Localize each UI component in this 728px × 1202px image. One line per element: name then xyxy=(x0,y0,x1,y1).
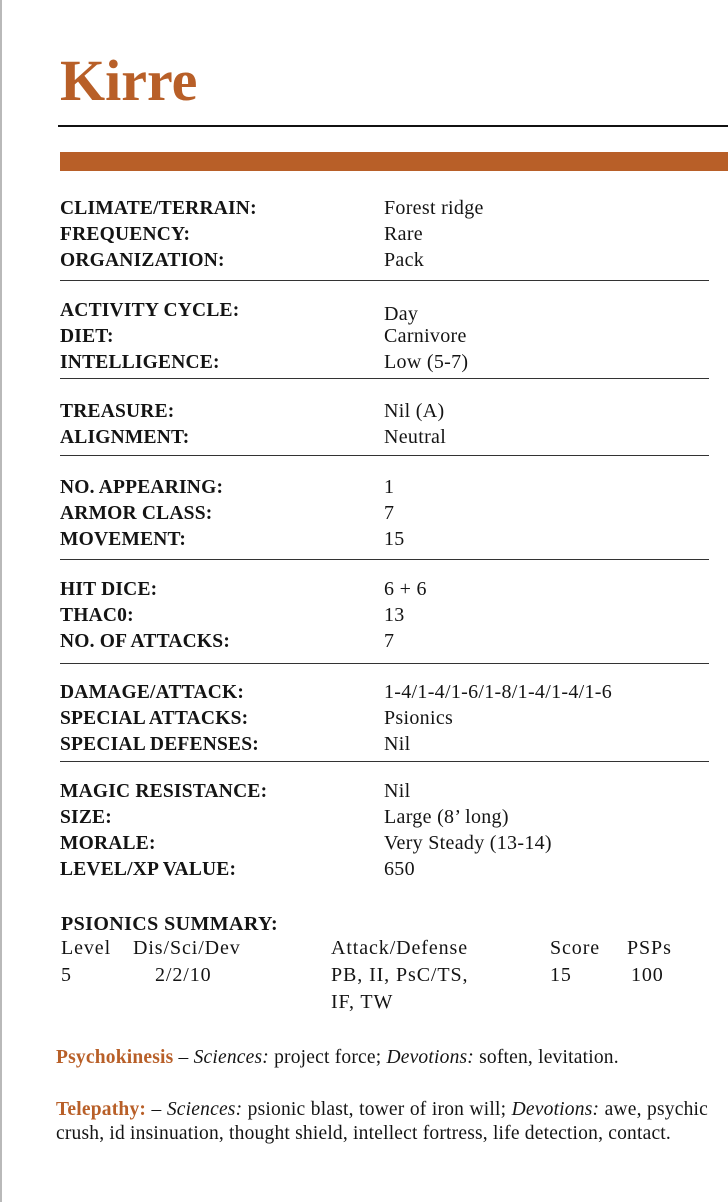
stat-row xyxy=(60,350,709,376)
stat-value: Nil xyxy=(384,733,411,755)
stat-label: LEVEL/XP VALUE: xyxy=(60,859,237,880)
stat-value: Rare xyxy=(384,223,423,245)
stat-label: HIT DICE: xyxy=(60,579,158,600)
stat-value: 13 xyxy=(384,604,405,626)
stat-row xyxy=(60,805,709,831)
stat-label: DIET: xyxy=(60,326,114,347)
psionics-value-attack-defense: PB, II, PsC/TS, xyxy=(331,964,469,986)
stat-row xyxy=(60,779,709,805)
stat-value: Low (5-7) xyxy=(384,351,469,373)
stat-group-treasure xyxy=(60,399,709,456)
title-rule xyxy=(58,125,728,127)
stat-row xyxy=(60,629,709,655)
stat-row xyxy=(60,857,709,883)
discipline-name: Telepathy: xyxy=(56,1099,147,1120)
psionics-value-dis-sci-dev: 2/2/10 xyxy=(155,964,212,986)
stat-row xyxy=(60,248,709,274)
stat-label: MAGIC RESISTANCE: xyxy=(60,781,268,802)
stat-value: 1 xyxy=(384,476,395,498)
stat-label: NO. APPEARING: xyxy=(60,477,224,498)
stat-row xyxy=(60,475,709,501)
psionics-header-attack-defense: Attack/Defense xyxy=(331,937,468,959)
stat-row xyxy=(60,732,709,758)
psionics-table xyxy=(61,936,721,1016)
stat-value: Large (8’ long) xyxy=(384,806,509,828)
stat-group-combat xyxy=(60,577,709,664)
stat-label: ACTIVITY CYCLE: xyxy=(60,300,240,321)
stat-label: SIZE: xyxy=(60,807,112,828)
sciences-list: project force; xyxy=(269,1047,387,1068)
stat-label: SPECIAL ATTACKS: xyxy=(60,708,249,729)
devotions-label: Devotions: xyxy=(511,1099,600,1120)
discipline-telepathy xyxy=(56,1098,708,1146)
stat-label: ORGANIZATION: xyxy=(60,250,225,271)
stat-group-numbers xyxy=(60,475,709,560)
stat-label: MORALE: xyxy=(60,833,156,854)
stat-value: 6 + 6 xyxy=(384,578,427,600)
stat-label: INTELLIGENCE: xyxy=(60,352,220,373)
stat-block xyxy=(60,196,709,883)
psionics-value-psps: 100 xyxy=(631,964,664,986)
stat-value: Very Steady (13-14) xyxy=(384,832,552,854)
stat-row xyxy=(60,603,709,629)
devotions-list: awe, psychic crush, id insinuation, thought shield, intellect fortress, life detection, contact. xyxy=(56,1099,708,1144)
devotions-list: soften, levitation. xyxy=(474,1047,619,1068)
stat-value: 15 xyxy=(384,528,405,550)
stat-value: Carnivore xyxy=(384,325,467,347)
psionics-value-level: 5 xyxy=(61,964,72,986)
stat-row xyxy=(60,706,709,732)
discipline-dash: – xyxy=(173,1047,194,1068)
stat-group-behavior xyxy=(60,298,709,379)
stat-value: Day xyxy=(384,303,419,325)
stat-label: SPECIAL DEFENSES: xyxy=(60,734,259,755)
stat-group-environment xyxy=(60,196,709,281)
psionics-value-score: 15 xyxy=(550,964,572,986)
stat-row xyxy=(60,196,709,222)
stat-value: Psionics xyxy=(384,707,454,729)
stat-label: CLIMATE/TERRAIN: xyxy=(60,198,257,219)
sciences-label: Sciences: xyxy=(166,1099,243,1120)
stat-row xyxy=(60,527,709,553)
psionics-heading: PSIONICS SUMMARY: xyxy=(61,913,279,935)
stat-value: 650 xyxy=(384,858,415,880)
discipline-name: Psychokinesis xyxy=(56,1047,174,1068)
stat-label: FREQUENCY: xyxy=(60,224,191,245)
page-edge xyxy=(0,0,2,1202)
psionics-header-dis-sci-dev: Dis/Sci/Dev xyxy=(133,937,241,959)
stat-row xyxy=(60,222,709,248)
stat-row xyxy=(60,324,709,350)
stat-label: ARMOR CLASS: xyxy=(60,503,213,524)
discipline-psychokinesis xyxy=(56,1046,708,1070)
stat-label: TREASURE: xyxy=(60,401,175,422)
stat-group-misc xyxy=(60,779,709,883)
stat-label: NO. OF ATTACKS: xyxy=(60,631,231,652)
psionics-summary xyxy=(61,913,721,1016)
title-accent-bar xyxy=(60,152,728,171)
psionics-header-level: Level xyxy=(61,937,112,959)
page-title: Kirre xyxy=(60,48,198,113)
psionics-value-attack-defense-cont: IF, TW xyxy=(331,991,394,1013)
stat-value: Nil xyxy=(384,780,411,802)
stat-row xyxy=(60,298,709,324)
stat-value: Neutral xyxy=(384,426,447,448)
stat-value: 7 xyxy=(384,502,395,524)
stat-group-attacks xyxy=(60,680,709,762)
sciences-label: Sciences: xyxy=(193,1047,269,1068)
stat-label: DAMAGE/ATTACK: xyxy=(60,682,245,703)
stat-label: ALIGNMENT: xyxy=(60,427,190,448)
stat-label: MOVEMENT: xyxy=(60,529,187,550)
psionics-header-psps: PSPs xyxy=(627,937,672,959)
stat-value: Forest ridge xyxy=(384,197,484,219)
stat-value: 1-4/1-4/1-6/1-8/1-4/1-4/1-6 xyxy=(384,681,613,703)
stat-row xyxy=(60,425,709,451)
stat-value: 7 xyxy=(384,630,395,652)
devotions-label: Devotions: xyxy=(386,1047,474,1068)
stat-value: Pack xyxy=(384,249,425,271)
stat-row xyxy=(60,399,709,425)
stat-row xyxy=(60,680,709,706)
stat-label: THAC0: xyxy=(60,605,134,626)
stat-row xyxy=(60,577,709,603)
discipline-dash: – xyxy=(146,1099,167,1120)
psionics-header-score: Score xyxy=(550,937,601,959)
sciences-list: psionic blast, tower of iron will; xyxy=(242,1099,512,1120)
stat-row xyxy=(60,501,709,527)
stat-value: Nil (A) xyxy=(384,400,445,422)
stat-row xyxy=(60,831,709,857)
